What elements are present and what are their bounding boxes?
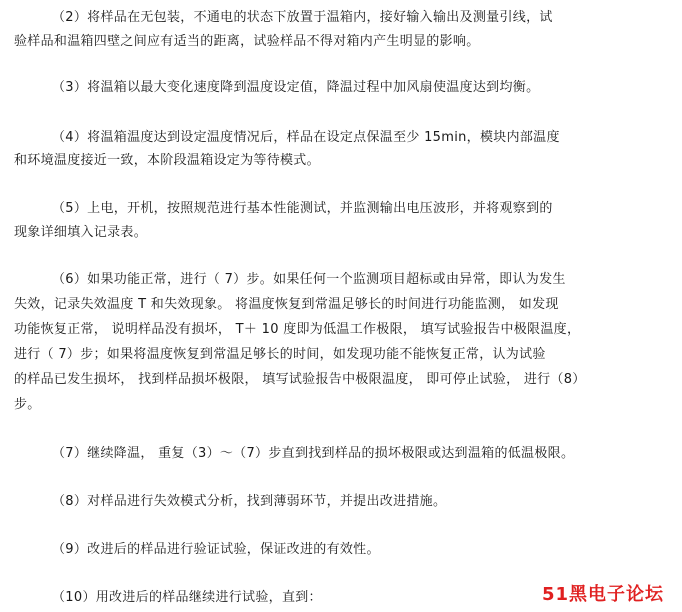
paragraph-6-line-1: （6）如果功能正常，进行（ 7）步。如果任何一个监测项目超标或由异常，即认为发生 — [52, 272, 566, 287]
paragraph-8-line-1: （8）对样品进行失效模式分析，找到薄弱环节，并提出改进措施。 — [52, 494, 447, 509]
paragraph-6-line-5: 的样品已发生损坏， 找到样品损坏极限， 填写试验报告中极限温度， 即可停止试验， 进行（8） — [14, 372, 586, 387]
paragraph-6-line-6: 步。 — [14, 397, 41, 412]
paragraph-5-line-2: 现象详细填入记录表。 — [14, 225, 148, 240]
paragraph-3-line-1: （3）将温箱以最大变化速度降到温度设定值，降温过程中加风扇使温度达到均衡。 — [52, 80, 540, 95]
paragraph-4-line-1: （4）将温箱温度达到设定温度情况后，样品在设定点保温至少 15min，模块内部温度 — [52, 130, 560, 145]
paragraph-5-line-1: （5）上电，开机，按照规范进行基本性能测试，并监测输出电压波形，并将观察到的 — [52, 201, 553, 216]
paragraph-2-line-1: （2）将样品在无包装，不通电的状态下放置于温箱内，接好输入输出及测量引线，试 — [52, 10, 553, 25]
paragraph-6-line-2: 失效，记录失效温度 T 和失效现象。 将温度恢复到常温足够长的时间进行功能监测， 如发现 — [14, 297, 559, 312]
paragraph-9-line-1: （9）改进后的样品进行验证试验，保证改进的有效性。 — [52, 542, 380, 557]
paragraph-6-line-4: 进行（ 7）步；如果将温度恢复到常温足够长的时间，如发现功能不能恢复正常，认为试验 — [14, 347, 546, 362]
paragraph-10-line-1: （10）用改进后的样品继续进行试验，直到： — [52, 590, 322, 605]
paragraph-7-line-1: （7）继续降温， 重复（3）～（7）步直到找到样品的损坏极限或达到温箱的低温极限。 — [52, 446, 575, 461]
site-watermark: 51黑电子论坛 — [541, 584, 664, 605]
paragraph-4-line-2: 和环境温度接近一致，本阶段温箱设定为等待模式。 — [14, 153, 320, 168]
paragraph-6-line-3: 功能恢复正常， 说明样品没有损坏， T＋ 10 度即为低温工作极限， 填写试验报告中极限温度， — [14, 322, 581, 337]
paragraph-2-line-2: 验样品和温箱四壁之间应有适当的距离，试验样品不得对箱内产生明显的影响。 — [14, 34, 480, 49]
